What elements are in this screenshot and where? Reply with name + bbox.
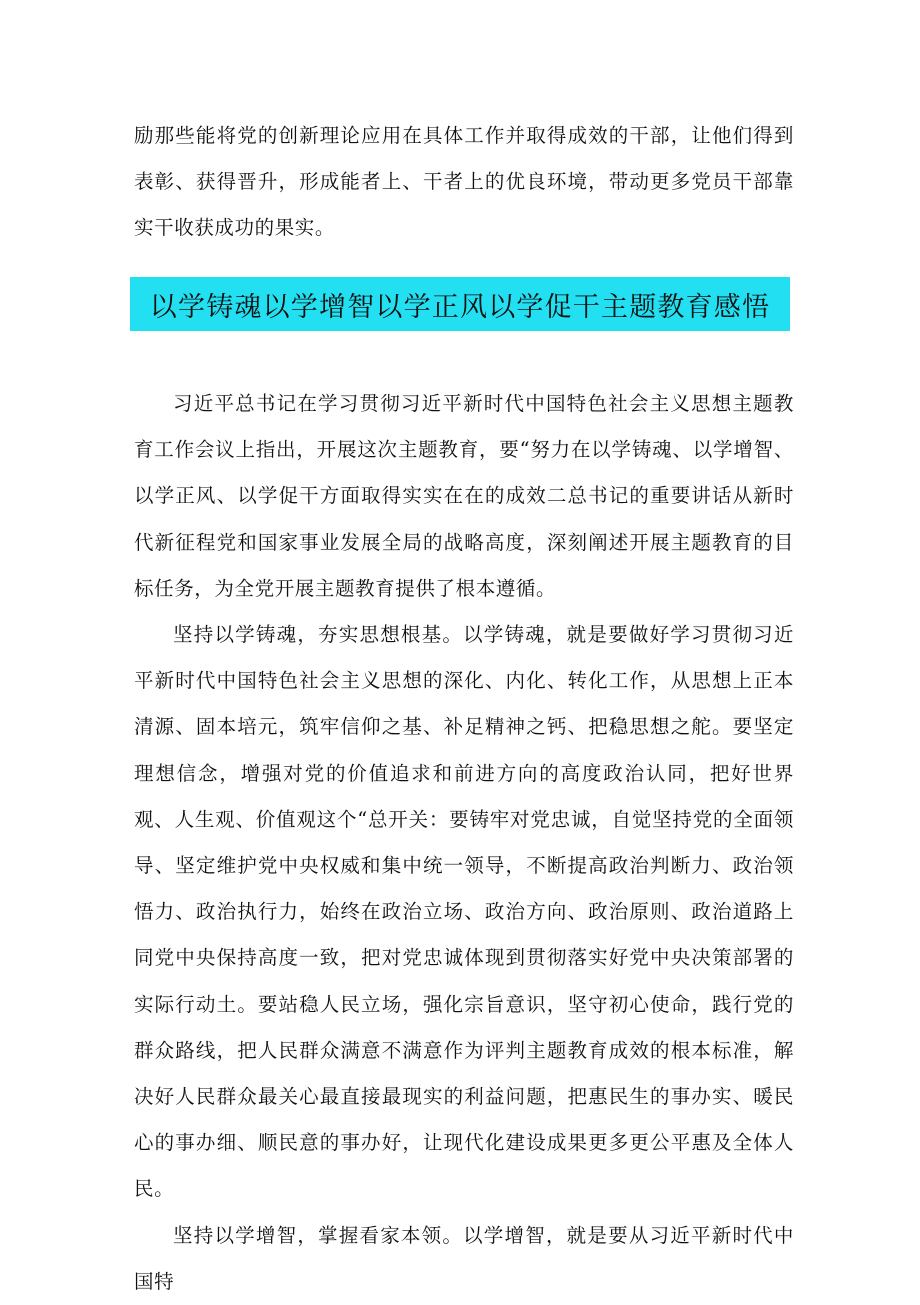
section-heading-box xyxy=(130,277,790,331)
section-heading: 以学铸魂以学增智以学正风以学促干主题教育感悟 xyxy=(149,291,771,323)
paragraph-3: 坚持以学增智，掌握看家本领。以学增智，就是要从习近平新时代中国特 xyxy=(134,1223,794,1293)
section-body xyxy=(134,381,794,1305)
paragraph-1: 习近平总书记在学习贯彻习近平新时代中国特色社会主义思想主题教育工作会议上指出，开展这次主题教育，要“努力在以学铸魂、以学增智、以学正风、以学促干方面取得实实在在的成效二总书记的重要讲话从新时代新征程党和国家事业发展全局的战略高度，深刻阐述开展主题教育的目标任务，为全党开展主题教育提供了根本遵循。 xyxy=(134,392,794,600)
intro-paragraph: 励那些能将党的创新理论应用在具体工作并取得成效的干部，让他们得到表彰、获得晋升，形成能者上、干者上的优良环境，带动更多党员干部靠实干收获成功的果实。 xyxy=(134,124,794,240)
paragraph-2: 坚持以学铸魂，夯实思想根基。以学铸魂，就是要做好学习贯彻习近平新时代中国特色社会主义思想的深化、内化、转化工作，从思想上正本清源、固本培元，筑牢信仰之基、补足精神之钙、把稳思想之舵。要坚定理想信念，增强对党的价值追求和前进方向的高度政治认同，把好世界观、人生观、价值观这个“总开关：要铸牢对党忠诚，自觉坚持党的全面领导、坚定维护党中央权威和集中统一领导，不断提高政治判断力、政治领悟力、政治执行力，始终在政治立场、政治方向、政治原则、政治道路上同党中央保持高度一致，把对党忠诚体现到贯彻落实好党中央决策部署的实际行动土。要站稳人民立场，强化宗旨意识，坚守初心使命，践行党的群众路线，把人民群众满意不满意作为评判主题教育成效的根本标准，解决好人民群众最关心最直接最现实的利益问题，把惠民生的事办实、暖民心的事办细、顺民意的事办好，让现代化建设成果更多更公平惠及全体人民。 xyxy=(134,623,794,1201)
